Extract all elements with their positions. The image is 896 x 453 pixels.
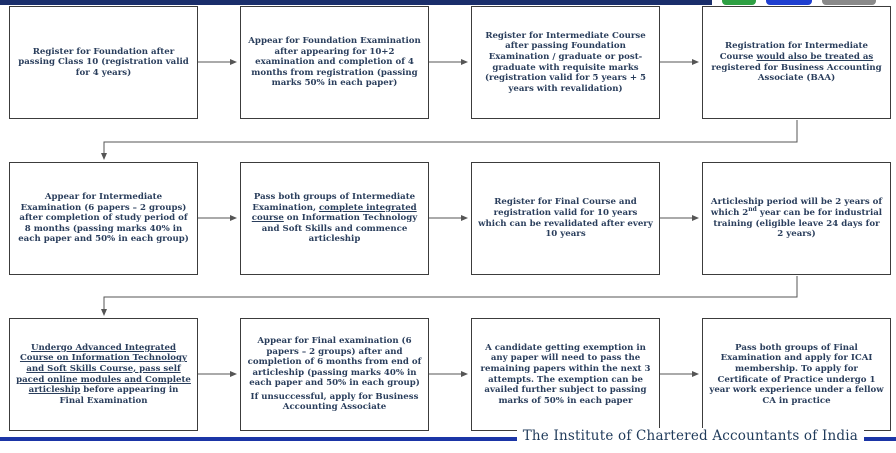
step-1-text: Register for Foundation after passing Class 10 (registration valid for 4 years) <box>18 46 189 78</box>
step-8-articleship <box>702 162 891 275</box>
step-6-text-underlined: complete integrated course <box>251 202 417 224</box>
step-4-baa-registration <box>702 6 891 119</box>
step-9-text-b: before appearing in Final Examination <box>59 385 179 406</box>
step-2-foundation-exam <box>240 6 429 119</box>
step-6-text-b: on Information Technology and Soft Skills and commence articleship <box>261 213 418 245</box>
step-6-pass-intermediate <box>240 162 429 275</box>
step-3-register-intermediate <box>471 6 660 119</box>
step-9-advanced-course <box>9 318 198 431</box>
step-4-text-a: Registration for Intermediate Course <box>719 41 868 62</box>
step-9-text-underlined: Undergo Advanced Integrated Course on Information Technology and Soft Skills Course, pass self paced online modules and Complete articleship <box>16 342 191 396</box>
step-12-membership <box>702 318 891 431</box>
step-7-register-final <box>471 162 660 275</box>
step-11-text: A candidate getting exemption in any paper will need to pass the remaining papers within the next 3 attempts. The exemption can be availed further subject to passing marks of 50% in each paper <box>480 342 651 406</box>
arrow-8-9 <box>104 276 797 315</box>
step-11-exemption <box>471 318 660 431</box>
step-8-text-a: Articleship period will be 2 years of which 2 <box>710 197 883 218</box>
step-12-text: Pass both groups of Final Examination and apply for ICAI membership. To apply for Certificate of Practice undergo 1 year work experience under a fellow CA in practice <box>709 342 884 406</box>
footer-org-name: The Institute of Chartered Accountants of India <box>517 428 864 444</box>
step-5-text: Appear for Intermediate Examination (6 papers – 2 groups) after completion of study period of 8 months (passing marks 40% in each paper and 50% in each group) <box>18 192 189 245</box>
step-3-text: Register for Intermediate Course after passing Foundation Examination / graduate or post-graduate with requisite marks (registration valid for 5 years + 5 years with revalidation) <box>484 30 646 94</box>
step-4-text-b: registered for Business Accounting Associate (BAA) <box>711 62 882 84</box>
step-8-text-b: year can be for industrial training (eligible leave 24 days for 2 years) <box>713 207 883 240</box>
step-1-register-foundation <box>9 6 198 119</box>
step-10-final-exam <box>240 318 429 431</box>
step-4-text-underlined: would also be treated as <box>756 51 874 62</box>
step-7-text: Register for Final Course and registration valid for 10 years which can be revalidated after every 10 years <box>478 197 653 240</box>
step-8-sup: nd <box>748 206 757 214</box>
step-2-text: Appear for Foundation Examination after appearing for 10+2 examination and completion of 4 months from registration (passing marks 50% in each paper) <box>248 36 421 89</box>
arrow-4-5 <box>104 120 797 159</box>
step-10-text: Appear for Final examination (6 papers – 2 groups) after and completion of 6 months from end of articleship (passing marks 40% in each paper and 50% in each group) <box>247 335 422 389</box>
step-6-text-a: Pass both groups of Intermediate Examination, <box>252 192 416 213</box>
step-5-intermediate-exam <box>9 162 198 275</box>
step-10-note: If unsuccessful, apply for Business Accounting Associate <box>250 391 419 413</box>
